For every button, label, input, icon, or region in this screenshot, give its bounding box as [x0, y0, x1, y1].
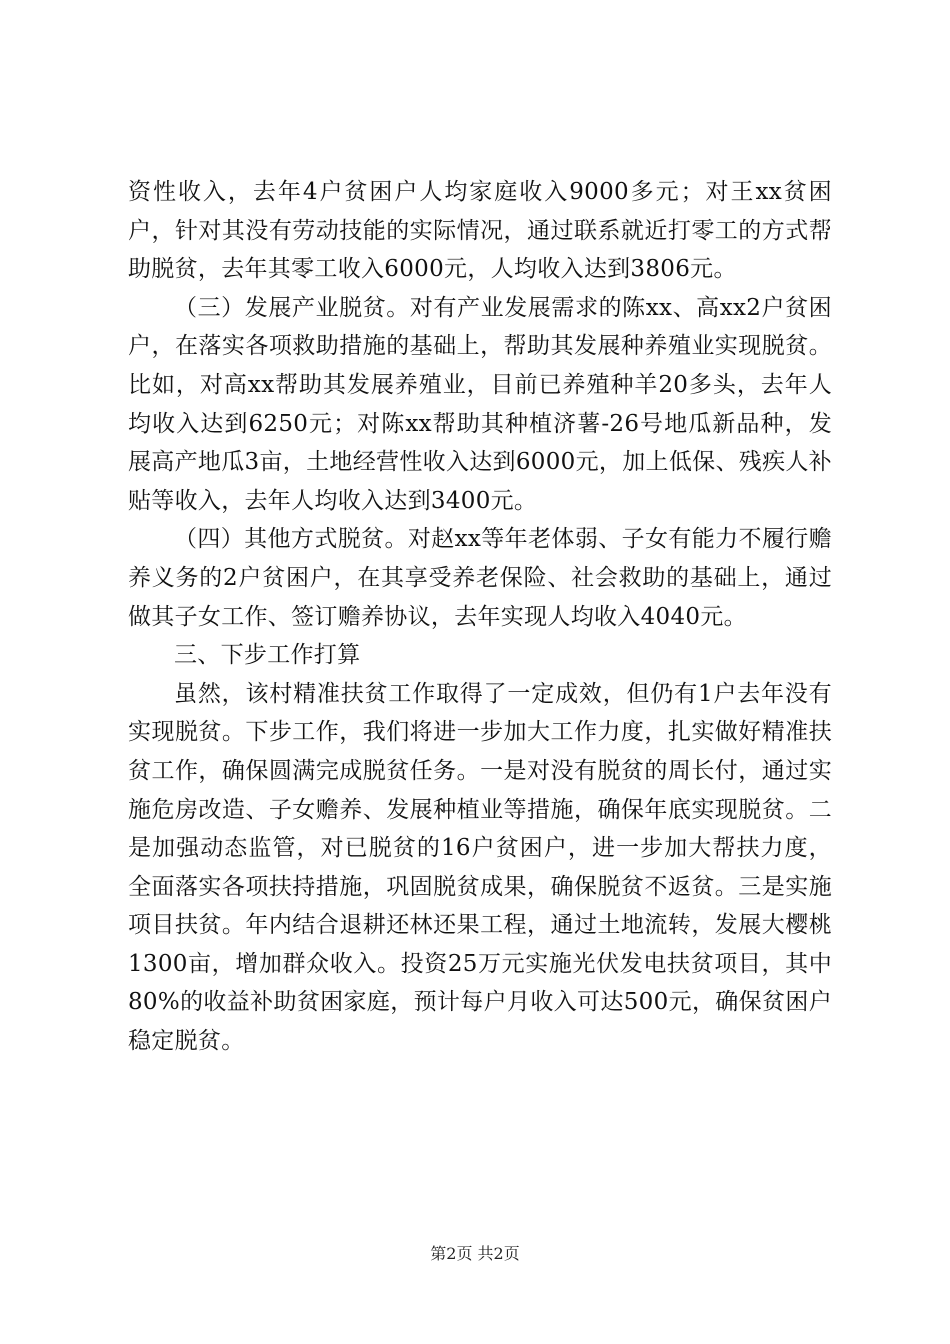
paragraph-income-continuation: 资性收入，去年4户贫困户人均家庭收入9000多元；对王xx贫困户，针对其没有劳动技能的实际情况，通过联系就近打零工的方式帮助脱贫，去年其零工收入6000元，人均收入达到3806元。 — [128, 179, 832, 283]
document-body — [128, 173, 832, 1061]
section-heading-next-steps: 三、下步工作打算 — [174, 642, 361, 669]
paragraph-next-steps: 虽然，该村精准扶贫工作取得了一定成效，但仍有1户去年没有实现脱贫。下步工作，我们将进一步加大工作力度，扎实做好精准扶贫工作，确保圆满完成脱贫任务。一是对没有脱贫的周长付，通过实施危房改造、子女赡养、发展种植业等措施，确保年底实现脱贫。二是加强动态监管，对已脱贫的16户贫困户，进一步加大帮扶力度，全面落实各项扶持措施，巩固脱贫成果，确保脱贫不返贫。三是实施项目扶贫。年内结合退耕还林还果工程，通过土地流转，发展大樱桃1300亩，增加群众收入。投资25万元实施光伏发电扶贫项目，其中80%的收益补助贫困家庭，预计每户月收入可达500元，确保贫困户稳定脱贫。 — [128, 680, 832, 1055]
paragraph-other-poverty-relief: （四）其他方式脱贫。对赵xx等年老体弱、子女有能力不履行赡养义务的2户贫困户，在其享受养老保险、社会救助的基础上，通过做其子女工作、签订赡养协议，去年实现人均收入4040元。 — [128, 526, 832, 630]
paragraph-industry-poverty-relief: （三）发展产业脱贫。对有产业发展需求的陈xx、高xx2户贫困户，在落实各项救助措施的基础上，帮助其发展种养殖业实现脱贫。比如，对高xx帮助其发展养殖业，目前已养殖种羊20多头，去年人均收入达到6250元；对陈xx帮助其种植济薯-26号地瓜新品种，发展高产地瓜3亩，土地经营性收入达到6000元，加上低保、残疾人补贴等收入，去年人均收入达到3400元。 — [128, 294, 832, 514]
page-footer — [0, 1243, 950, 1265]
page-number-label: 第2页 共2页 — [430, 1244, 520, 1263]
